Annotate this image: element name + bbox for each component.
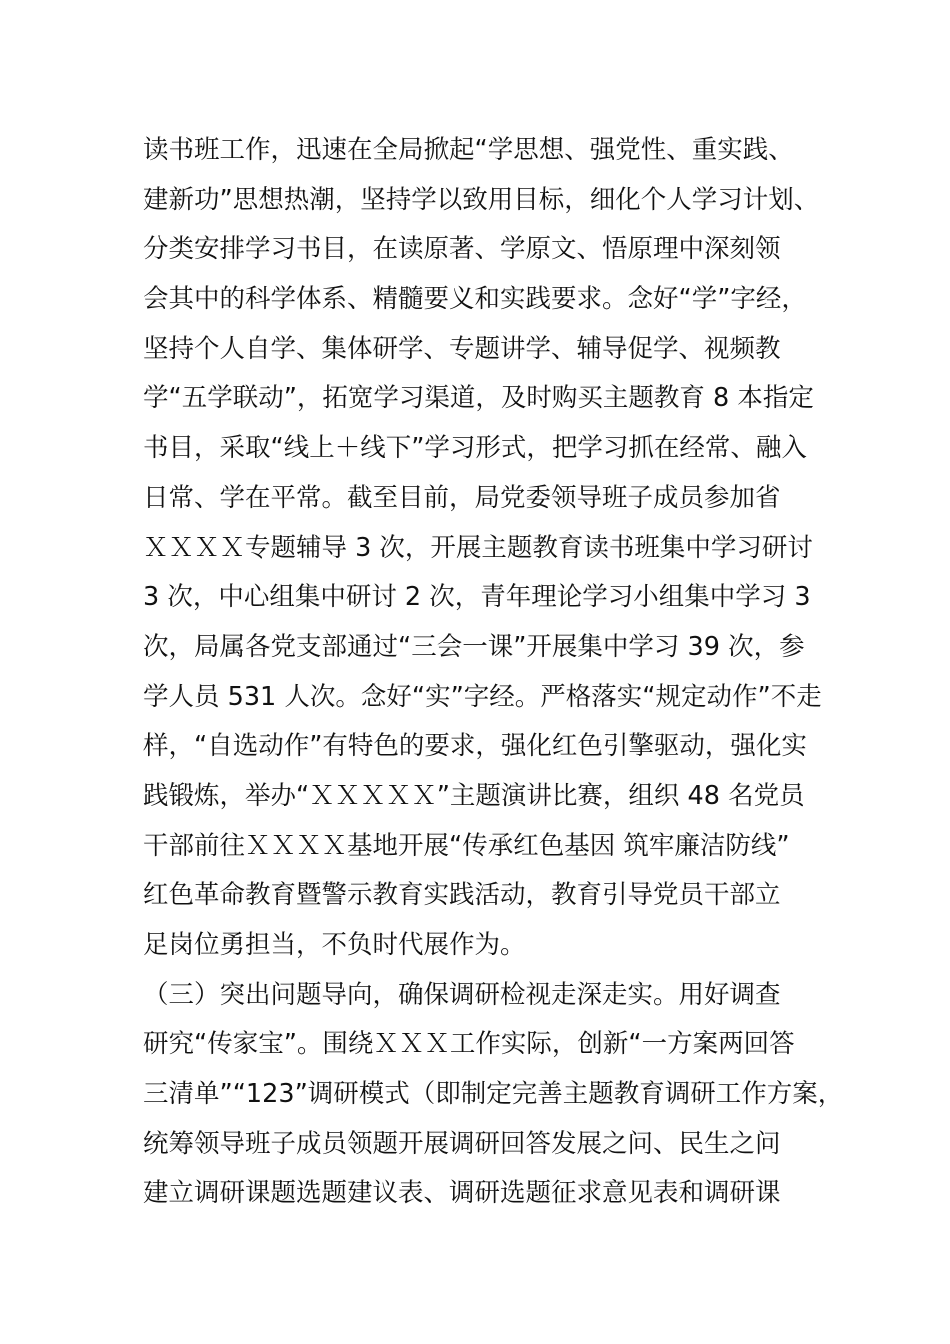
text-line: 研究“传家宝”。围绕ＸＸＸ工作实际，创新“一方案两回答 [143,1029,795,1060]
text-line: 践锻炼，举办“ＸＸＸＸＸ”主题演讲比赛，组织 48 名党员 [143,780,805,811]
text-line: 读书班工作，迅速在全局掀起“学思想、强党性、重实践、 [143,135,794,165]
text-line: 三清单”“123”调研模式（即制定完善主题教育调研工作方案， [143,1079,844,1110]
text-line: 学人员 531 人次。念好“实”字经。严格落实“规定动作”不走 [143,681,822,712]
text-line: 次，局属各党支部通过“三会一课”开展集中学习 39 次，参 [143,631,805,662]
text-line: 建立调研课题选题建议表、调研选题征求意见表和调研课 [143,1178,781,1209]
text-line: ＸＸＸＸ专题辅导 3 次，开展主题教育读书班集中学习研讨 [143,532,813,563]
text-line: 干部前往ＸＸＸＸ基地开展“传承红色基因 筑牢廉洁防线” [143,830,790,861]
text-line: 样，“自选动作”有特色的要求，强化红色引擎驱动，强化实 [143,731,807,762]
text-line: 日常、学在平常。截至目前，局党委领导班子成员参加省 [143,482,781,513]
text-line: 分类安排学习书目，在读原著、学原文、悟原理中深刻领 [143,234,781,265]
text-line: 学“五学联动”，拓宽学习渠道，及时购买主题教育 8 本指定 [143,383,814,414]
text-line: 足岗位勇担当，不负时代展作为。 [143,930,526,960]
text-line: 会其中的科学体系、精髓要义和实践要求。念好“学”字经， [143,284,807,315]
text-line: 统筹领导班子成员领题开展调研回答发展之问、民生之问 [143,1128,781,1159]
section-heading-line: （三）突出问题导向，确保调研检视走深走实。用好调查 [143,979,781,1010]
text-line: 建新功”思想热潮，坚持学以致用目标，细化个人学习计划、 [143,184,820,215]
text-line: 坚持个人自学、集体研学、专题讲学、辅导促学、视频教 [143,333,781,364]
text-line: 书目，采取“线上＋线下”学习形式，把学习抓在经常、融入 [143,433,807,464]
text-line: 3 次，中心组集中研讨 2 次，青年理论学习小组集中学习 3 [143,582,811,613]
text-line: 红色革命教育暨警示教育实践活动，教育引导党员干部立 [143,880,781,911]
body-text [143,126,843,1219]
